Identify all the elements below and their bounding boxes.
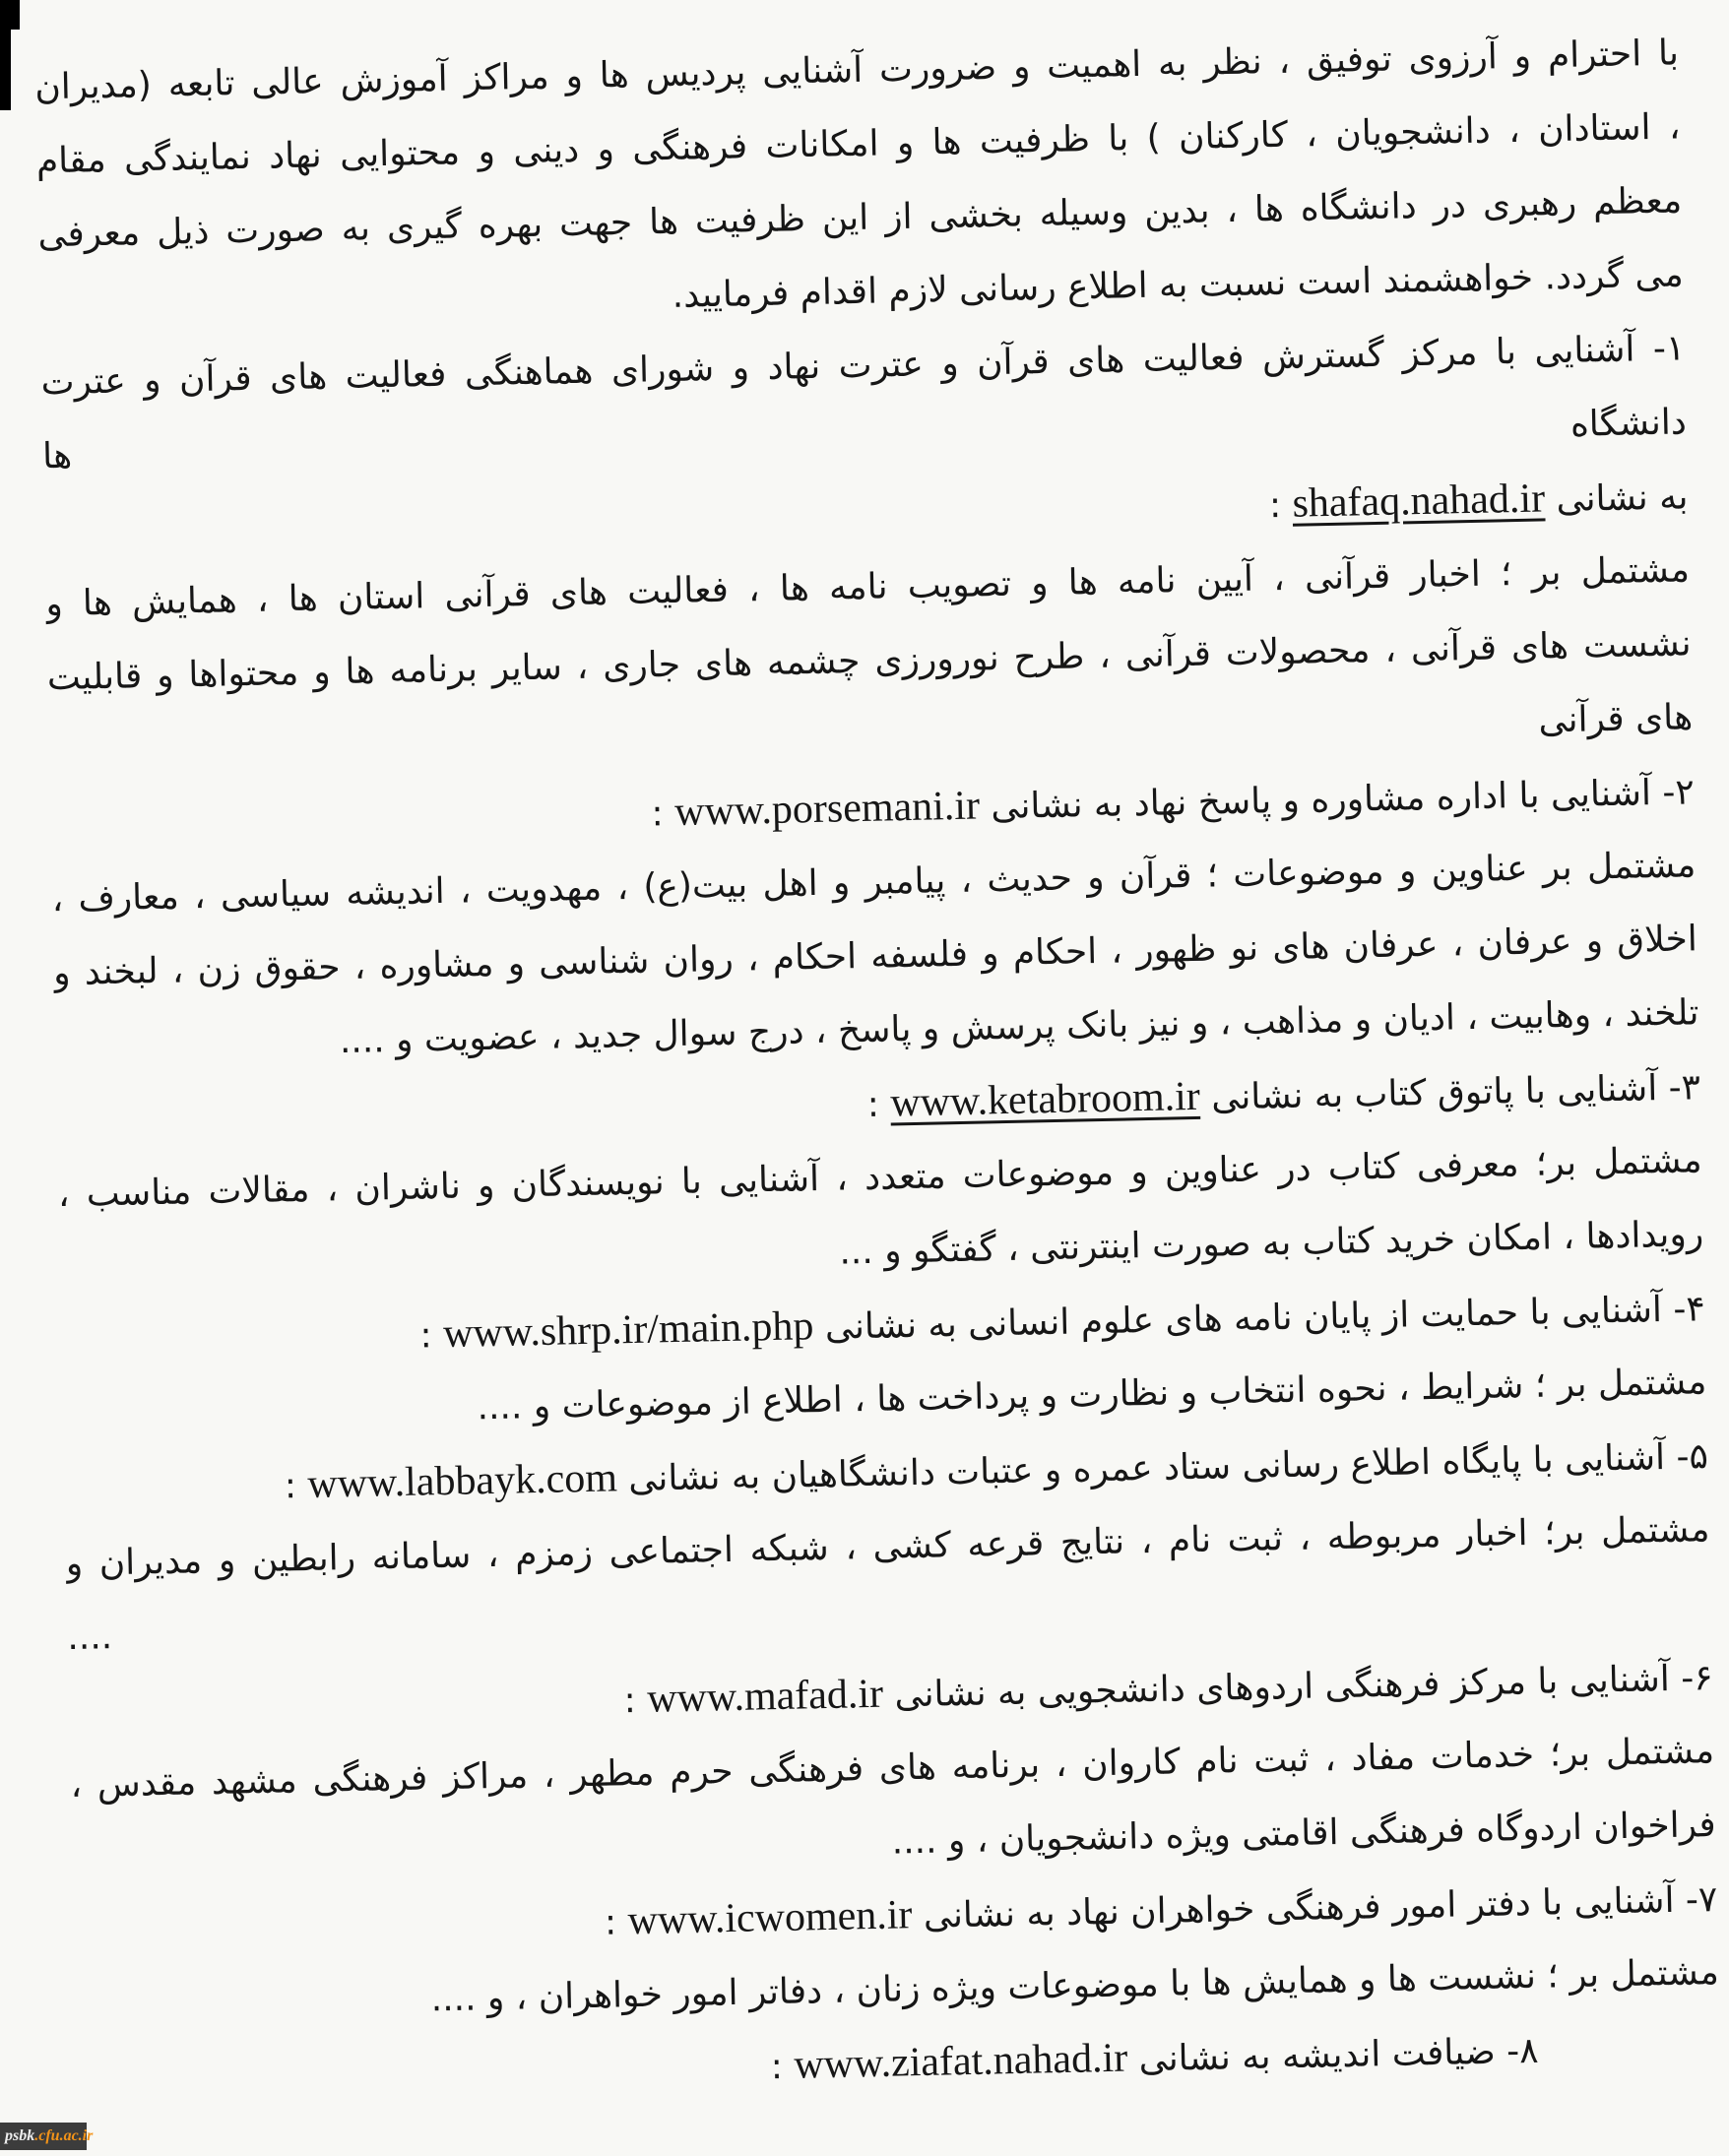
persian-text: : bbox=[770, 2046, 795, 2088]
url-text: www.shrp.ir/main.php bbox=[442, 1303, 814, 1358]
persian-text: مشتمل بر عناوین و موضوعات ؛ قرآن و حدیث ، پیامبر و اهل بیت(ع) ، مهدویت ، اندیشه سیاسی ، معارف ، bbox=[51, 845, 1697, 920]
persian-text: مشتمل بر ؛ اخبار قرآنی ، آیین نامه ها و تصویب نامه ها ، فعالیت های قرآنی استان ها ، همایش ها و bbox=[44, 549, 1691, 625]
persian-text: فراخوان اردوگاه فرهنگی اقامتی ویژه دانشجویان ، و .... bbox=[891, 1805, 1717, 1863]
persian-text: به نشانی bbox=[1544, 476, 1689, 521]
url-text: www.mafad.ir bbox=[646, 1671, 884, 1722]
url-text: www.ziafat.nahad.ir bbox=[793, 2035, 1128, 2088]
persian-text: تلخند ، وهابیت ، ادیان و مذاهب ، و نیز بانک پرسش و پاسخ ، درج سوال جدید ، عضویت و .... bbox=[339, 992, 1699, 1062]
persian-text: : bbox=[623, 1680, 648, 1722]
persian-text: با احترام و آرزوی توفیق ، نظر به اهمیت و ضرورت آشنایی پردیس ها و مراکز آموزش عالی تابعه (مدیران bbox=[33, 32, 1680, 108]
persian-text: ۳- آشنایی با پاتوق کتاب به نشانی bbox=[1199, 1067, 1701, 1118]
persian-text: مشتمل بر؛ معرفی کتاب در عناوین و موضوعات متعدد ، آشنایی با نویسندگان و ناشران ، مقالات مناسب ، bbox=[57, 1140, 1702, 1216]
persian-text: : bbox=[419, 1315, 444, 1357]
persian-text: مشتمل بر؛ اخبار مربوطه ، ثبت نام ، نتایج قرعه کشی ، شبکه اجتماعی زمزم ، سامانه رابطین و مدیران و bbox=[65, 1509, 1710, 1585]
url-text: www.labbayk.com bbox=[306, 1455, 618, 1507]
persian-text: مشتمل بر؛ خدمات مفاد ، ثبت نام کاروان ، برنامه های فرهنگی حرم مطهر ، مراکز فرهنگی مشهد مقدس ، bbox=[70, 1731, 1715, 1807]
watermark-site-prefix: psbk bbox=[5, 2127, 35, 2144]
persian-text: ، استادان ، دانشجویان ، کارکنان ) با ظرفیت ها و امکانات فرهنگی و دینی و محتوایی نهاد نمایندگی مقام bbox=[35, 106, 1681, 182]
scan-artifact-corner bbox=[0, 0, 20, 30]
persian-text: ۱- آشنایی با مرکز گسترش فعالیت های قرآن و عترت نهاد و شورای هماهنگی فعالیت های قرآن و عترت bbox=[40, 328, 1686, 404]
persian-text: : bbox=[604, 1902, 629, 1943]
persian-text: می گردد. خواهشمند است نسبت به اطلاع رسانی لازم اقدام فرمایید. bbox=[672, 254, 1685, 316]
persian-text: نشست های قرآنی ، محصولات قرآنی ، طرح نورورزی چشمه های جاری ، سایر برنامه ها و محتواها و قابلیت bbox=[46, 623, 1692, 699]
persian-text: ۲- آشنایی با اداره مشاوره و پاسخ نهاد به نشانی bbox=[979, 772, 1696, 828]
persian-text: اخلاق و عرفان ، عرفان های نو ظهور ، احکام و فلسفه احکام ، روان شناسی و مشاوره ، حقوق زن ، لبخند و bbox=[52, 919, 1698, 994]
persian-text: دانشگاه ها bbox=[41, 402, 1688, 477]
persian-text: مشتمل بر ؛ شرایط ، نحوه انتخاب و نظارت و پرداخت ها ، اطلاع از موضوعات و .... bbox=[477, 1362, 1707, 1428]
persian-text: های قرآنی bbox=[1538, 697, 1694, 741]
persian-text: : bbox=[1268, 484, 1294, 527]
persian-text: : bbox=[866, 1084, 891, 1125]
persian-text: ۶- آشنایی با مرکز فرهنگی اردوهای دانشجویی به نشانی bbox=[882, 1658, 1713, 1716]
watermark-site-suffix: .cfu.ac.ir bbox=[34, 2127, 94, 2144]
persian-text: : bbox=[651, 793, 675, 835]
persian-text: معظم رهبری در دانشگاه ها ، بدین وسیله بخشی از این ظرفیت ها جهت بهره گیری به صورت ذیل معرفی bbox=[37, 180, 1683, 256]
url-text: www.ketabroom.ir bbox=[889, 1073, 1201, 1126]
url-text: shafaq.nahad.ir bbox=[1292, 476, 1546, 527]
persian-text: ۴- آشنایی با حمایت از پایان نامه های علوم انسانی به نشانی bbox=[813, 1289, 1706, 1349]
persian-text: ۷- آشنایی با دفتر امور فرهنگی خواهران نهاد به نشانی bbox=[911, 1879, 1718, 1937]
watermark bbox=[0, 2123, 94, 2150]
persian-text: مشتمل بر ؛ نشست ها و همایش ها با موضوعات ویژه زنان ، دفاتر امور خواهران ، و .... bbox=[430, 1952, 1720, 2020]
persian-text: : bbox=[284, 1465, 308, 1507]
persian-text: .... bbox=[66, 1617, 113, 1659]
persian-text: ۵- آشنایی با پایگاه اطلاع رسانی ستاد عمره و عتبات دانشگاهیان به نشانی bbox=[616, 1436, 1709, 1500]
persian-text: رویدادها ، امکان خرید کتاب به صورت اینترنتی ، گفتگو و ... bbox=[838, 1214, 1704, 1273]
url-text: www.icwomen.ir bbox=[627, 1892, 913, 1944]
url-text: www.porsemani.ir bbox=[673, 783, 981, 835]
persian-text: ۸- ضیافت اندیشه به نشانی bbox=[1126, 2030, 1539, 2080]
